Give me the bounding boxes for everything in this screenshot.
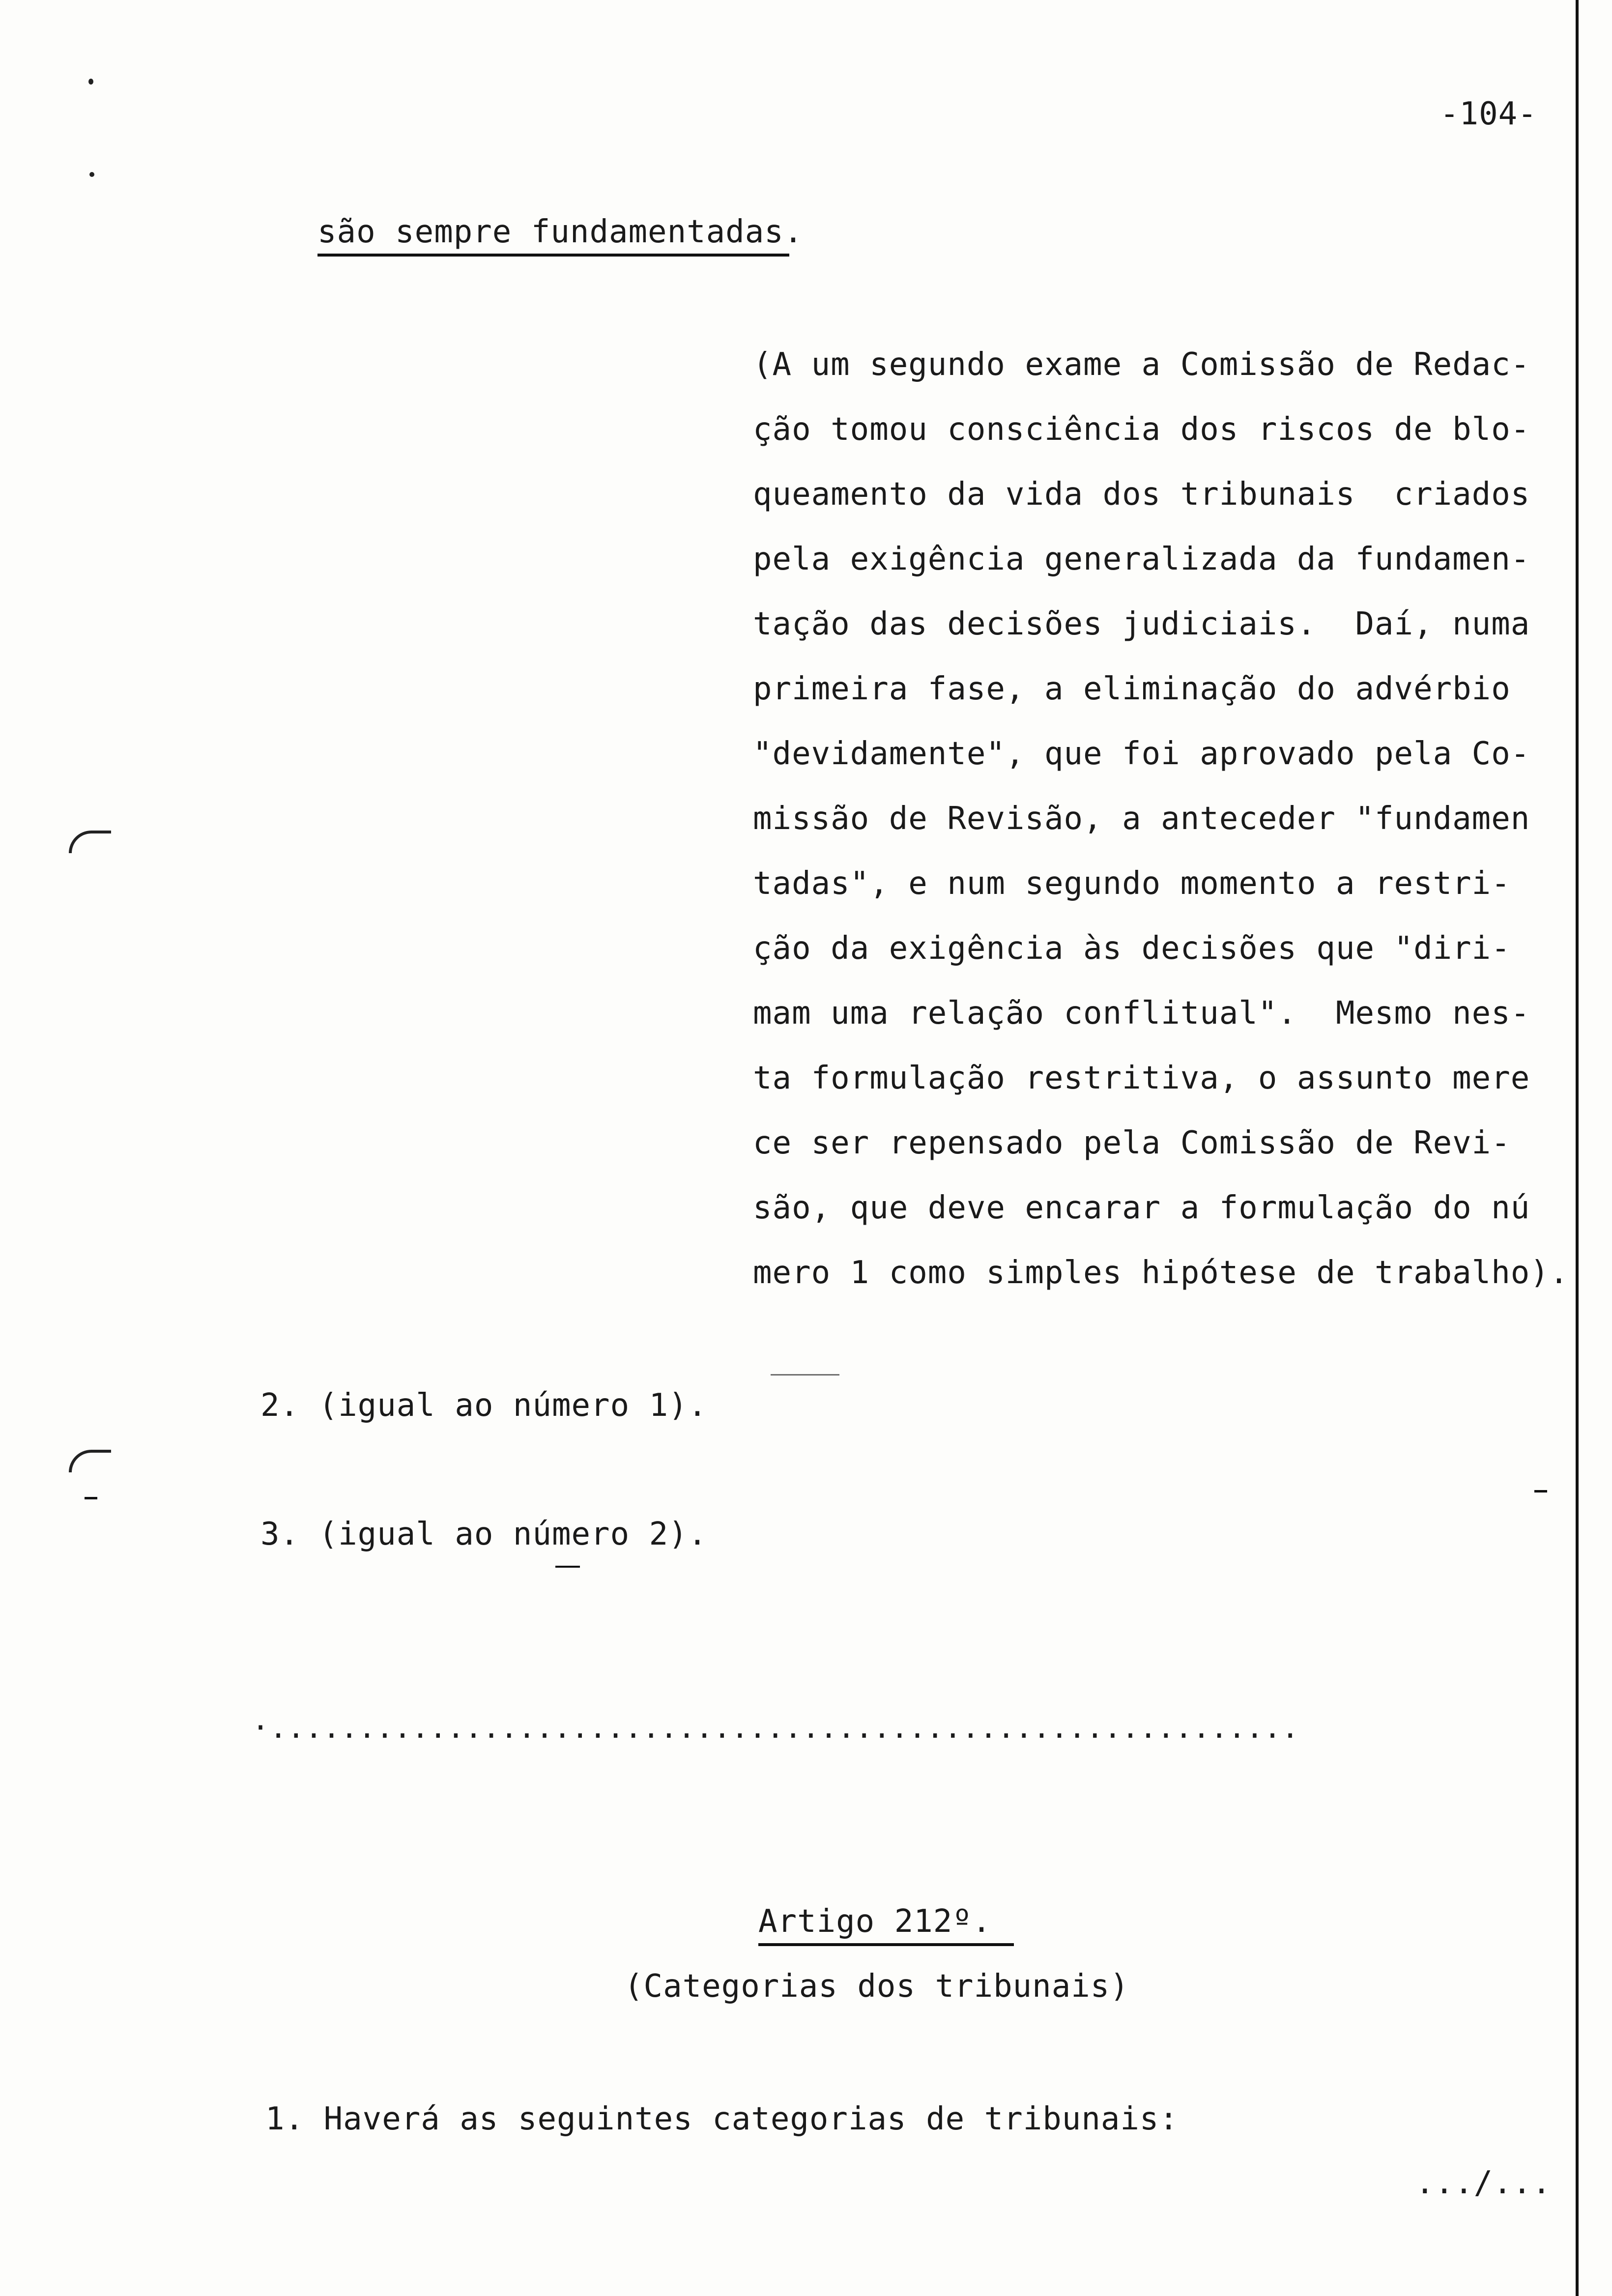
editorial-note-line: são, que deve encarar a formulação do nú [753, 1190, 1530, 1226]
editorial-note-line: primeira fase, a eliminação do advérbio [753, 671, 1511, 707]
dotted-separator: ·.......................................................... [252, 1711, 1299, 1745]
editorial-note-line: tação das decisões judiciais. Daí, numa [753, 606, 1530, 642]
editorial-note-line: mam uma relação conflitual". Mesmo nes- [753, 995, 1530, 1032]
editorial-note-line: tadas", e num segundo momento a restri- [753, 865, 1511, 902]
margin-arc-mark [69, 1450, 111, 1472]
scan-mark [1534, 1490, 1547, 1492]
article-subtitle: (Categorias dos tribunais) [624, 1968, 1129, 2005]
editorial-note-line: missão de Revisão, a anteceder "fundamen [753, 801, 1530, 837]
continued-sentence-underline [317, 254, 789, 257]
paragraph-item-2: 2. (igual ao número 1). [260, 1387, 708, 1424]
editorial-note-line: (A um segundo exame a Comissão de Redac- [753, 346, 1530, 383]
scan-mark [555, 1566, 580, 1568]
editorial-note-line: pela exigência generalizada da fundamen- [753, 541, 1530, 577]
margin-arc-mark [69, 831, 111, 853]
scan-speck [89, 172, 94, 177]
paragraph-item-3: 3. (igual ao número 2). [260, 1516, 708, 1552]
editorial-note-line: ce ser repensado pela Comissão de Revi- [753, 1125, 1511, 1161]
editorial-note-line: ção tomou consciência dos riscos de blo- [753, 411, 1530, 448]
page-right-border [1576, 0, 1579, 2296]
continuation-marker: .../... [1415, 2165, 1552, 2201]
page-number: -104- [1440, 96, 1537, 132]
scan-speck [88, 79, 93, 85]
article-item-1: 1. Haverá as seguintes categorias de tribunais: [265, 2101, 1179, 2137]
continued-sentence: são sempre fundamentadas. [317, 214, 804, 250]
article-title: Artigo 212º. [758, 1903, 992, 1940]
scan-mark [771, 1374, 839, 1376]
editorial-note-line: mero 1 como simples hipótese de trabalho). [753, 1255, 1569, 1291]
article-title-underline [758, 1943, 1014, 1946]
scan-mark [85, 1497, 97, 1499]
editorial-note-line: ção da exigência às decisões que "diri- [753, 930, 1511, 967]
editorial-note-line: queamento da vida dos tribunais criados [753, 476, 1530, 513]
editorial-note-line: "devidamente", que foi aprovado pela Co- [753, 736, 1530, 772]
editorial-note-line: ta formulação restritiva, o assunto mere [753, 1060, 1530, 1096]
